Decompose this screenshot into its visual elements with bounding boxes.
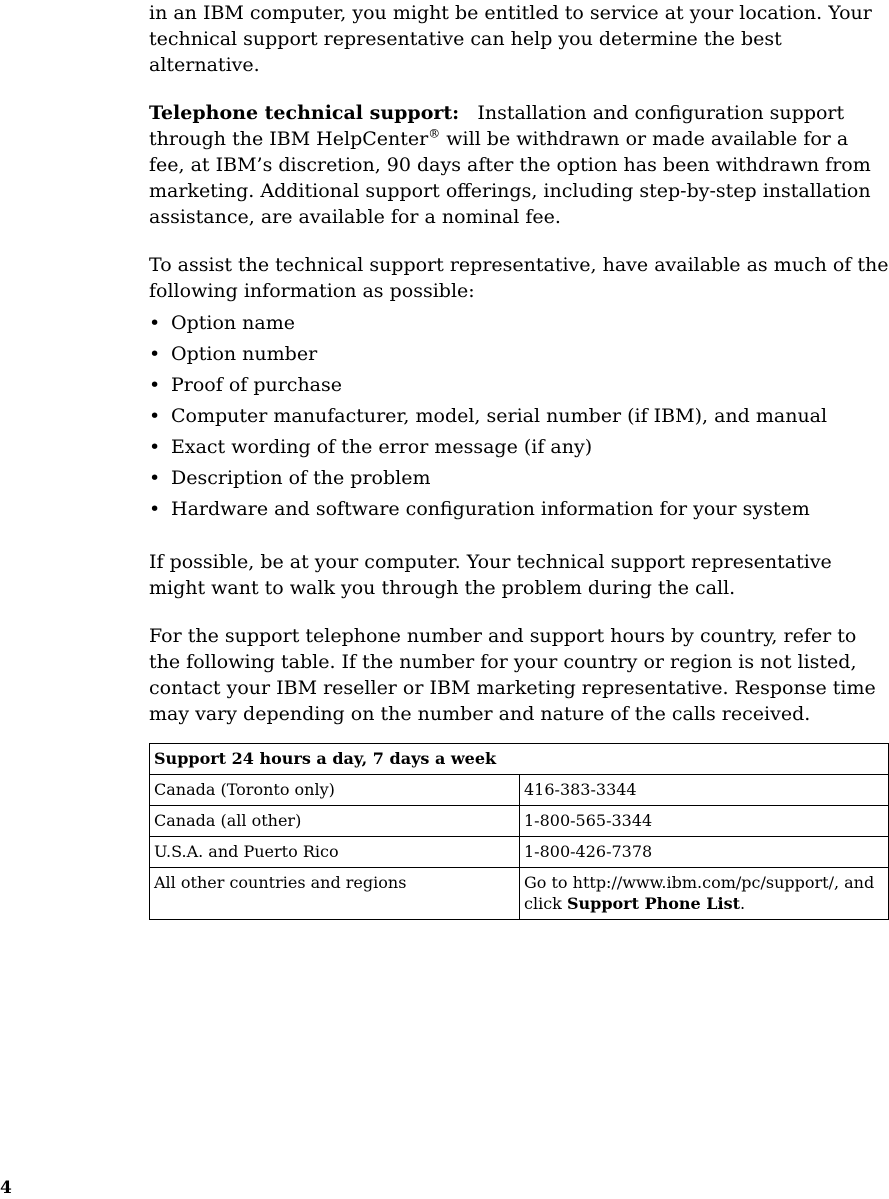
list-item-text: Hardware and software configuration information for your system xyxy=(171,498,810,520)
other-countries-text-part1: Go to http://www.ibm.com/pc/support/, and click xyxy=(524,873,875,913)
list-item xyxy=(149,496,889,527)
phone-number-cell: 1-800-426-7378 xyxy=(520,837,889,868)
list-item xyxy=(149,434,889,465)
phone-number-cell: 416-383-3344 xyxy=(520,775,889,806)
bullet-icon: • xyxy=(149,436,161,458)
list-item xyxy=(149,341,889,372)
region-cell: Canada (Toronto only) xyxy=(150,775,520,806)
at-computer-paragraph: If possible, be at your computer. Your technical support representative might want to walk you through the problem during the call. xyxy=(149,551,832,599)
list-item-text: Option name xyxy=(171,312,295,334)
telephone-support-paragraph xyxy=(149,100,889,230)
list-item xyxy=(149,310,889,341)
region-cell: Canada (all other) xyxy=(150,806,520,837)
region-cell: U.S.A. and Puerto Rico xyxy=(150,837,520,868)
bullet-icon: • xyxy=(149,498,161,520)
intro-continuation-paragraph: in an IBM computer, you might be entitled to service at your location. Your technical support representative can help you determine the best alternative. xyxy=(149,2,872,76)
table-row xyxy=(150,837,889,868)
other-countries-instructions-cell xyxy=(520,868,889,920)
registered-trademark-mark: ® xyxy=(428,126,441,141)
bullet-icon: • xyxy=(149,405,161,427)
bullet-icon: • xyxy=(149,312,161,334)
other-countries-text-part2: . xyxy=(740,894,746,913)
list-item-text: Option number xyxy=(171,343,318,365)
list-item xyxy=(149,403,889,434)
telephone-support-lead: Telephone technical support: xyxy=(149,102,460,124)
page-number: 4 xyxy=(0,1178,12,1198)
list-item xyxy=(149,372,889,403)
support-phone-table xyxy=(149,743,889,920)
support-phone-list-label: Support Phone List xyxy=(566,894,741,913)
table-header-cell: Support 24 hours a day, 7 days a week xyxy=(150,744,889,775)
list-item-text: Description of the problem xyxy=(171,467,431,489)
region-cell: All other countries and regions xyxy=(150,868,520,920)
bullet-icon: • xyxy=(149,467,161,489)
list-item xyxy=(149,465,889,496)
assist-intro-paragraph: To assist the technical support representative, have available as much of the following information as possible: xyxy=(149,254,889,302)
bullet-icon: • xyxy=(149,343,161,365)
telephone-support-text-part1: Installation and configuration support through the IBM HelpCenter xyxy=(149,102,845,150)
list-item-text: Computer manufacturer, model, serial number (if IBM), and manual xyxy=(171,405,828,427)
telephone-support-text-part2: will be withdrawn or made available for a fee, at IBM’s discretion, 90 days after the option has been withdrawn from marketing. Additional support offerings, including step-by-step installation assistance, are available for a nominal fee. xyxy=(149,128,871,228)
document-body xyxy=(149,0,889,920)
table-row xyxy=(150,806,889,837)
table-header-row xyxy=(150,744,889,775)
support-numbers-intro-paragraph: For the support telephone number and support hours by country, refer to the following table. If the number for your country or region is not listed, contact your IBM reseller or IBM marketing representative. Response time may vary depending on the number and nature of the calls received. xyxy=(149,625,876,725)
list-item-text: Exact wording of the error message (if any) xyxy=(171,436,593,458)
table-row xyxy=(150,868,889,920)
list-item-text: Proof of purchase xyxy=(171,374,343,396)
info-checklist xyxy=(149,310,889,527)
phone-number-cell: 1-800-565-3344 xyxy=(520,806,889,837)
bullet-icon: • xyxy=(149,374,161,396)
table-row xyxy=(150,775,889,806)
